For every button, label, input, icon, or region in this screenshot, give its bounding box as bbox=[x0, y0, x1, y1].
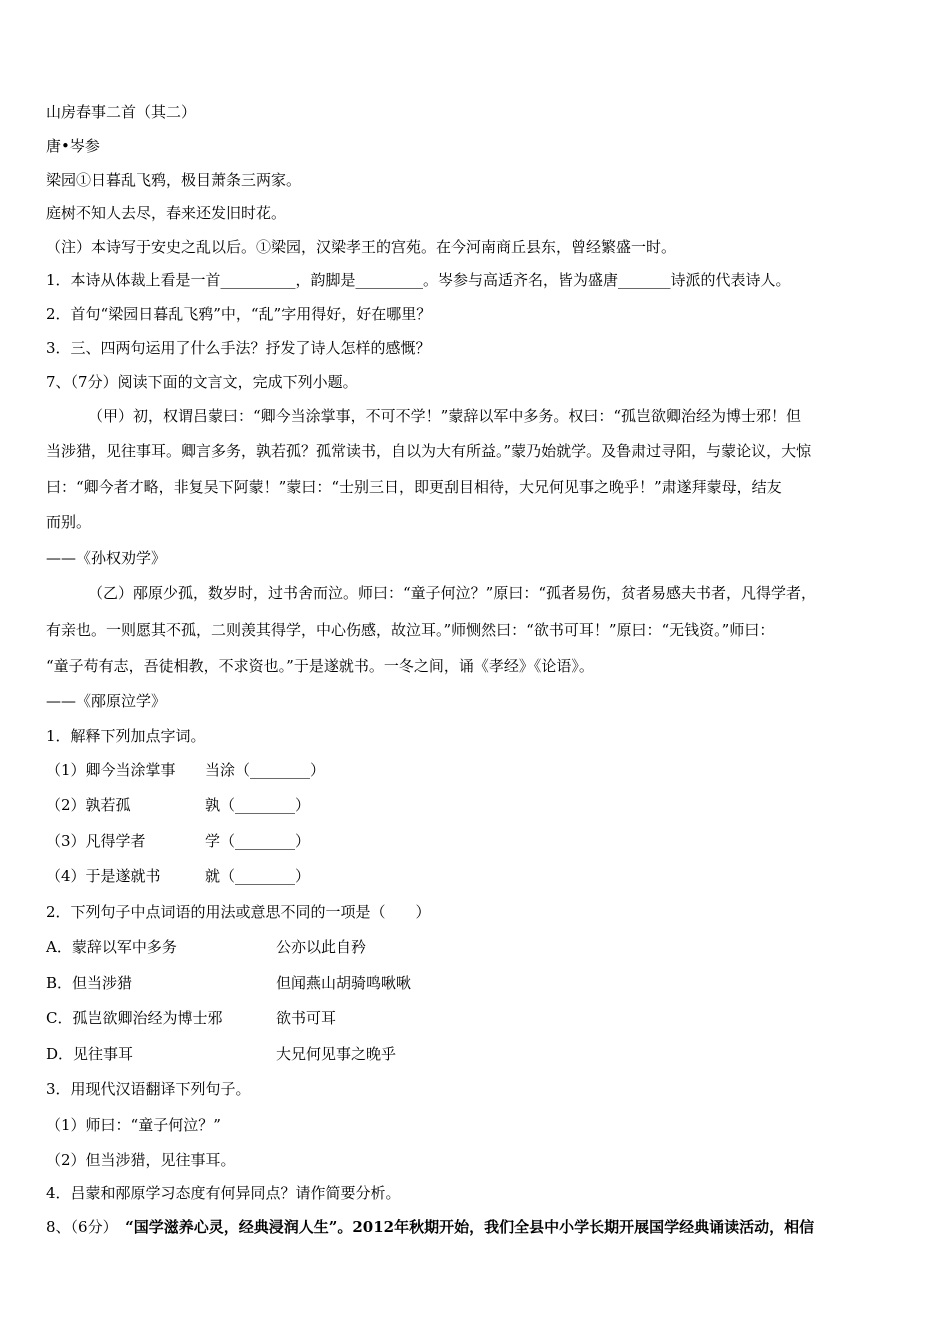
passage-b-line-3: “童子苟有志，吾徒相教，不求资也。”于是遂就书。一冬之间，诵《孝经》《论语》。 bbox=[46, 657, 594, 675]
choice-c-left[interactable]: C．孤岂欲卿治经为博士邪 bbox=[46, 1009, 223, 1027]
sub3-item-2: （2）但当涉猎，见往事耳。 bbox=[46, 1151, 236, 1169]
sub-question-2: 2．下列句子中点词语的用法或意思不同的一项是（ ） bbox=[46, 903, 431, 921]
passage-a-line-4: 而别。 bbox=[46, 513, 92, 531]
passage-a-line-3: 曰：“卿今者才略，非复吴下阿蒙！”蒙曰：“士别三日，即更刮目相待，大兄何见事之晚乎！”肃遂拜蒙母，结友 bbox=[46, 478, 782, 496]
poem-author: 唐•岑参 bbox=[46, 137, 100, 155]
sub3-item-1: （1）师曰：“童子何泣？” bbox=[46, 1116, 221, 1134]
choice-a-left[interactable]: A．蒙辞以军中多务 bbox=[46, 938, 177, 956]
passage-a-line-1: （甲）初，权谓吕蒙曰：“卿今当涂掌事，不可不学！”蒙辞以军中多务。权曰：“孤岂欲卿治经为博士邪！但 bbox=[88, 407, 802, 425]
sub1-item-4: （4）于是遂就书 bbox=[46, 867, 161, 885]
passage-b-line-1: （乙）邴原少孤，数岁时，过书舍而泣。师曰：“童子何泣？”原曰：“孤者易伤，贫者易感夫书者，凡得学者， bbox=[88, 584, 817, 602]
passage-a-source: ——《孙权劝学》 bbox=[46, 549, 167, 567]
choice-d-right: 大兄何见事之晚乎 bbox=[276, 1045, 397, 1063]
sub1-item-2: （2）孰若孤 bbox=[46, 796, 131, 814]
q8-number: 8、（6分） bbox=[46, 1218, 126, 1236]
q8-heading bbox=[46, 1217, 814, 1237]
sub1-item-2-blank[interactable]: 孰（________） bbox=[205, 796, 311, 814]
sub1-item-3: （3）凡得学者 bbox=[46, 832, 146, 850]
poem-question-2: 2．首句“梁园日暮乱飞鸦”中，“乱”字用得好，好在哪里？ bbox=[46, 305, 432, 323]
poem-title: 山房春事二首（其二） bbox=[46, 103, 197, 121]
poem-line-1: 梁园①日暮乱飞鸦，极目萧条三两家。 bbox=[46, 171, 302, 189]
sub1-item-3-blank[interactable]: 学（________） bbox=[205, 832, 311, 850]
choice-c-right: 欲书可耳 bbox=[276, 1009, 337, 1027]
passage-b-source: ——《邴原泣学》 bbox=[46, 692, 167, 710]
q8-text: “国学滋养心灵，经典浸润人生”。2012年秋期开始，我们全县中小学长期开展国学经典诵读活动，相信 bbox=[125, 1218, 815, 1236]
poem-question-3: 3．三、四两句运用了什么手法？抒发了诗人怎样的感慨？ bbox=[46, 339, 431, 357]
choice-a-right: 公亦以此自矜 bbox=[276, 938, 367, 956]
poem-note: （注）本诗写于安史之乱以后。①梁园，汉梁孝王的宫苑。在今河南商丘县东，曾经繁盛一时。 bbox=[46, 238, 677, 256]
sub1-item-1: （1）卿今当涂掌事 bbox=[46, 761, 176, 779]
poem-question-1: 1．本诗从体裁上看是一首__________，韵脚是_________。岑参与高适齐名，皆为盛唐_______诗派的代表诗人。 bbox=[46, 271, 791, 289]
sub1-item-4-blank[interactable]: 就（________） bbox=[205, 867, 311, 885]
choice-d-left[interactable]: D．见往事耳 bbox=[46, 1045, 134, 1063]
q7-heading: 7、（7分）阅读下面的文言文，完成下列小题。 bbox=[46, 373, 358, 391]
sub1-item-1-blank[interactable]: 当涂（________） bbox=[205, 761, 326, 779]
passage-a-line-2: 当涉猎，见往事耳。卿言多务，孰若孤？孤常读书，自以为大有所益。”蒙乃始就学。及鲁肃过寻阳，与蒙论议，大惊 bbox=[46, 442, 812, 460]
poem-line-2: 庭树不知人去尽，春来还发旧时花。 bbox=[46, 204, 287, 222]
sub-question-3: 3．用现代汉语翻译下列句子。 bbox=[46, 1080, 251, 1098]
sub-question-4: 4．吕蒙和邴原学习态度有何异同点？请作简要分析。 bbox=[46, 1184, 401, 1202]
choice-b-right: 但闻燕山胡骑鸣啾啾 bbox=[276, 974, 412, 992]
passage-b-line-2: 有亲也。一则愿其不孤，二则羡其得学，中心伤感，故泣耳。”师恻然曰：“欲书可耳！”原曰：“无钱资。”师曰： bbox=[46, 621, 775, 639]
sub-question-1: 1．解释下列加点字词。 bbox=[46, 727, 206, 745]
choice-b-left[interactable]: B．但当涉猎 bbox=[46, 974, 133, 992]
